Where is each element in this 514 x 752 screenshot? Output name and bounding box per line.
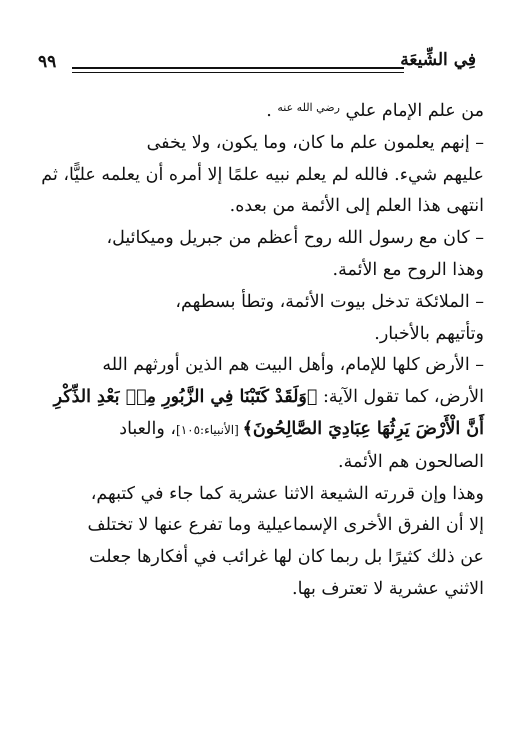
text-line: الاثني عشرية لا تعترف بها. xyxy=(292,578,484,599)
text-line: عليهم شيء. فالله لم يعلم نبيه علمًا إلا أمره أن يعلمه عليًّا، ثم xyxy=(41,164,484,185)
quran-verse: أَنَّ الْأَرْضَ يَرِثُهَا عِبَادِيَ الصَّالِحُونَ﴾ xyxy=(242,418,484,439)
text-line: – الملائكة تدخل بيوت الأئمة، وتطأ بسطهم، xyxy=(175,291,484,312)
text-line: عن ذلك كثيرًا بل ربما كان لها غرائب في أفكارها جعلت xyxy=(89,547,484,568)
text-line xyxy=(30,92,484,128)
text-line: الصالحون هم الأئمة. xyxy=(338,451,484,472)
page-header xyxy=(38,50,476,78)
honorific-mark: رضي الله عنه xyxy=(277,101,340,114)
running-title: فِي الشِّيعَة xyxy=(400,50,476,70)
line-text: الأرض، كما تقول الآية: xyxy=(317,387,484,408)
header-rule xyxy=(72,67,404,69)
quran-verse: ﴿وَلَقَدْ كَتَبْنَا فِي الزَّبُورِ مِنۢ بَعْدِ الذِّكْرِ xyxy=(53,387,318,408)
text-line: انتهى هذا العلم إلى الأئمة من بعده. xyxy=(229,196,484,217)
text-line: – كان مع رسول الله روح أعظم من جبريل وميكائيل، xyxy=(106,228,484,249)
text-line: – الأرض كلها للإمام، وأهل البيت هم الذين أورثهم الله xyxy=(102,355,484,376)
header-rule-thin xyxy=(72,72,404,73)
text-line: وهذا وإن قررته الشيعة الاثنا عشرية كما جاء في كتبهم، xyxy=(90,483,484,504)
text-line: – إنهم يعلمون علم ما كان، وما يكون، ولا يخفى xyxy=(146,132,484,153)
line-punctuation: . xyxy=(266,101,278,121)
text-line: وتأتيهم بالأخبار. xyxy=(374,323,484,344)
line-text: ، والعباد xyxy=(119,418,176,439)
page-number: ٩٩ xyxy=(38,52,57,72)
text-line xyxy=(30,382,484,414)
verse-citation: [الأنبياء:١٠٥] xyxy=(176,422,243,437)
text-line: إلا أن الفرق الأخرى الإسماعيلية وما تفرع عنها لا تختلف xyxy=(87,515,484,536)
text-line xyxy=(30,414,484,447)
page-body xyxy=(30,92,484,606)
line-text: من علم الإمام علي xyxy=(345,101,484,121)
text-line: وهذا الروح مع الأئمة. xyxy=(332,259,484,280)
